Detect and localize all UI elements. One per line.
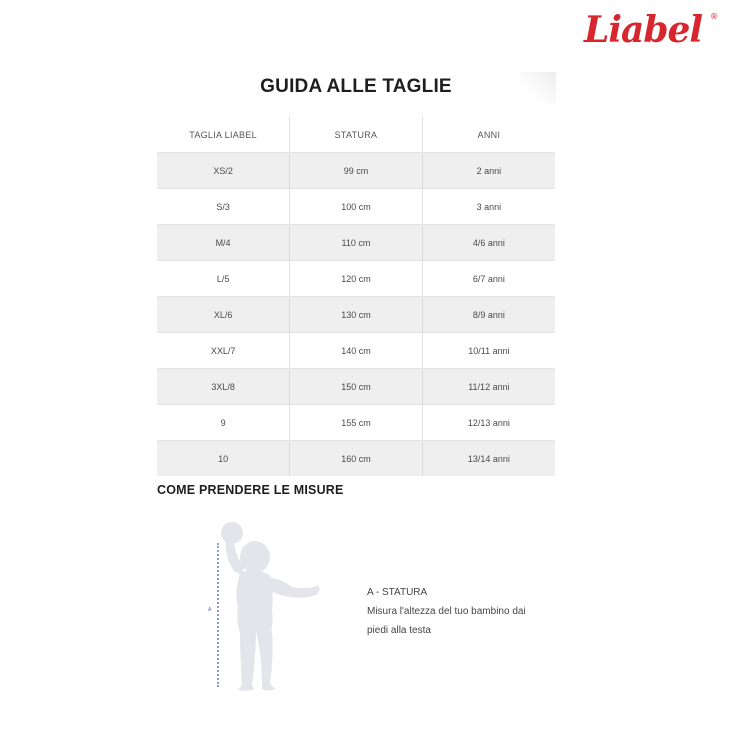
- table-row: [157, 297, 555, 333]
- cell-size: S/3: [157, 189, 290, 225]
- cell-age: 13/14 anni: [422, 441, 555, 477]
- column-header-height: STATURA: [290, 117, 423, 153]
- cell-height: 150 cm: [290, 369, 423, 405]
- cell-age: 12/13 anni: [422, 405, 555, 441]
- cell-age: 11/12 anni: [422, 369, 555, 405]
- cell-size: XL/6: [157, 297, 290, 333]
- cell-age: 2 anni: [422, 153, 555, 189]
- table-row: [157, 333, 555, 369]
- table-row: [157, 441, 555, 477]
- table-row: [157, 369, 555, 405]
- cell-age: 8/9 anni: [422, 297, 555, 333]
- brand-logo-text: Liabel: [584, 9, 703, 51]
- cell-size: XXL/7: [157, 333, 290, 369]
- table-row: [157, 153, 555, 189]
- cell-age: 10/11 anni: [422, 333, 555, 369]
- cell-size: 3XL/8: [157, 369, 290, 405]
- registered-mark-icon: ®: [710, 12, 718, 21]
- cell-size: L/5: [157, 261, 290, 297]
- cell-height: 120 cm: [290, 261, 423, 297]
- section-title-how-to-measure: COME PRENDERE LE MISURE: [157, 483, 344, 497]
- cell-height: 110 cm: [290, 225, 423, 261]
- size-chart-table: [157, 117, 555, 476]
- child-silhouette-icon: [220, 515, 320, 693]
- column-header-size: TAGLIA LIABEL: [189, 129, 257, 140]
- brand-logo: [584, 6, 716, 54]
- cell-height: 130 cm: [290, 297, 423, 333]
- cell-height: 99 cm: [290, 153, 423, 189]
- cell-age: 3 anni: [422, 189, 555, 225]
- page-title: GUIDA ALLE TAGLIE: [260, 76, 452, 97]
- cell-size: 10: [157, 441, 290, 477]
- cell-height: 155 cm: [290, 405, 423, 441]
- measure-marker-label: A: [208, 607, 212, 613]
- cell-size: 9: [157, 405, 290, 441]
- table-row: [157, 189, 555, 225]
- table-row: [157, 261, 555, 297]
- instruction-text-line: Misura l'altezza del tuo bambino dai: [367, 606, 526, 617]
- cell-age: 6/7 anni: [422, 261, 555, 297]
- column-header-age: ANNI: [422, 117, 555, 153]
- cell-height: 160 cm: [290, 441, 423, 477]
- cell-height: 140 cm: [290, 333, 423, 369]
- cell-age: 4/6 anni: [422, 225, 555, 261]
- cell-size: M/4: [157, 225, 290, 261]
- measurement-figure: [200, 515, 325, 695]
- table-row: [157, 405, 555, 441]
- cell-size: XS/2: [157, 153, 290, 189]
- measurement-instruction: [367, 583, 526, 640]
- table-row: [157, 225, 555, 261]
- table-header-row: [157, 117, 555, 153]
- instruction-title: A - STATURA: [367, 587, 428, 598]
- instruction-text-line: piedi alla testa: [367, 625, 431, 636]
- cell-height: 100 cm: [290, 189, 423, 225]
- height-measure-line: [217, 543, 219, 687]
